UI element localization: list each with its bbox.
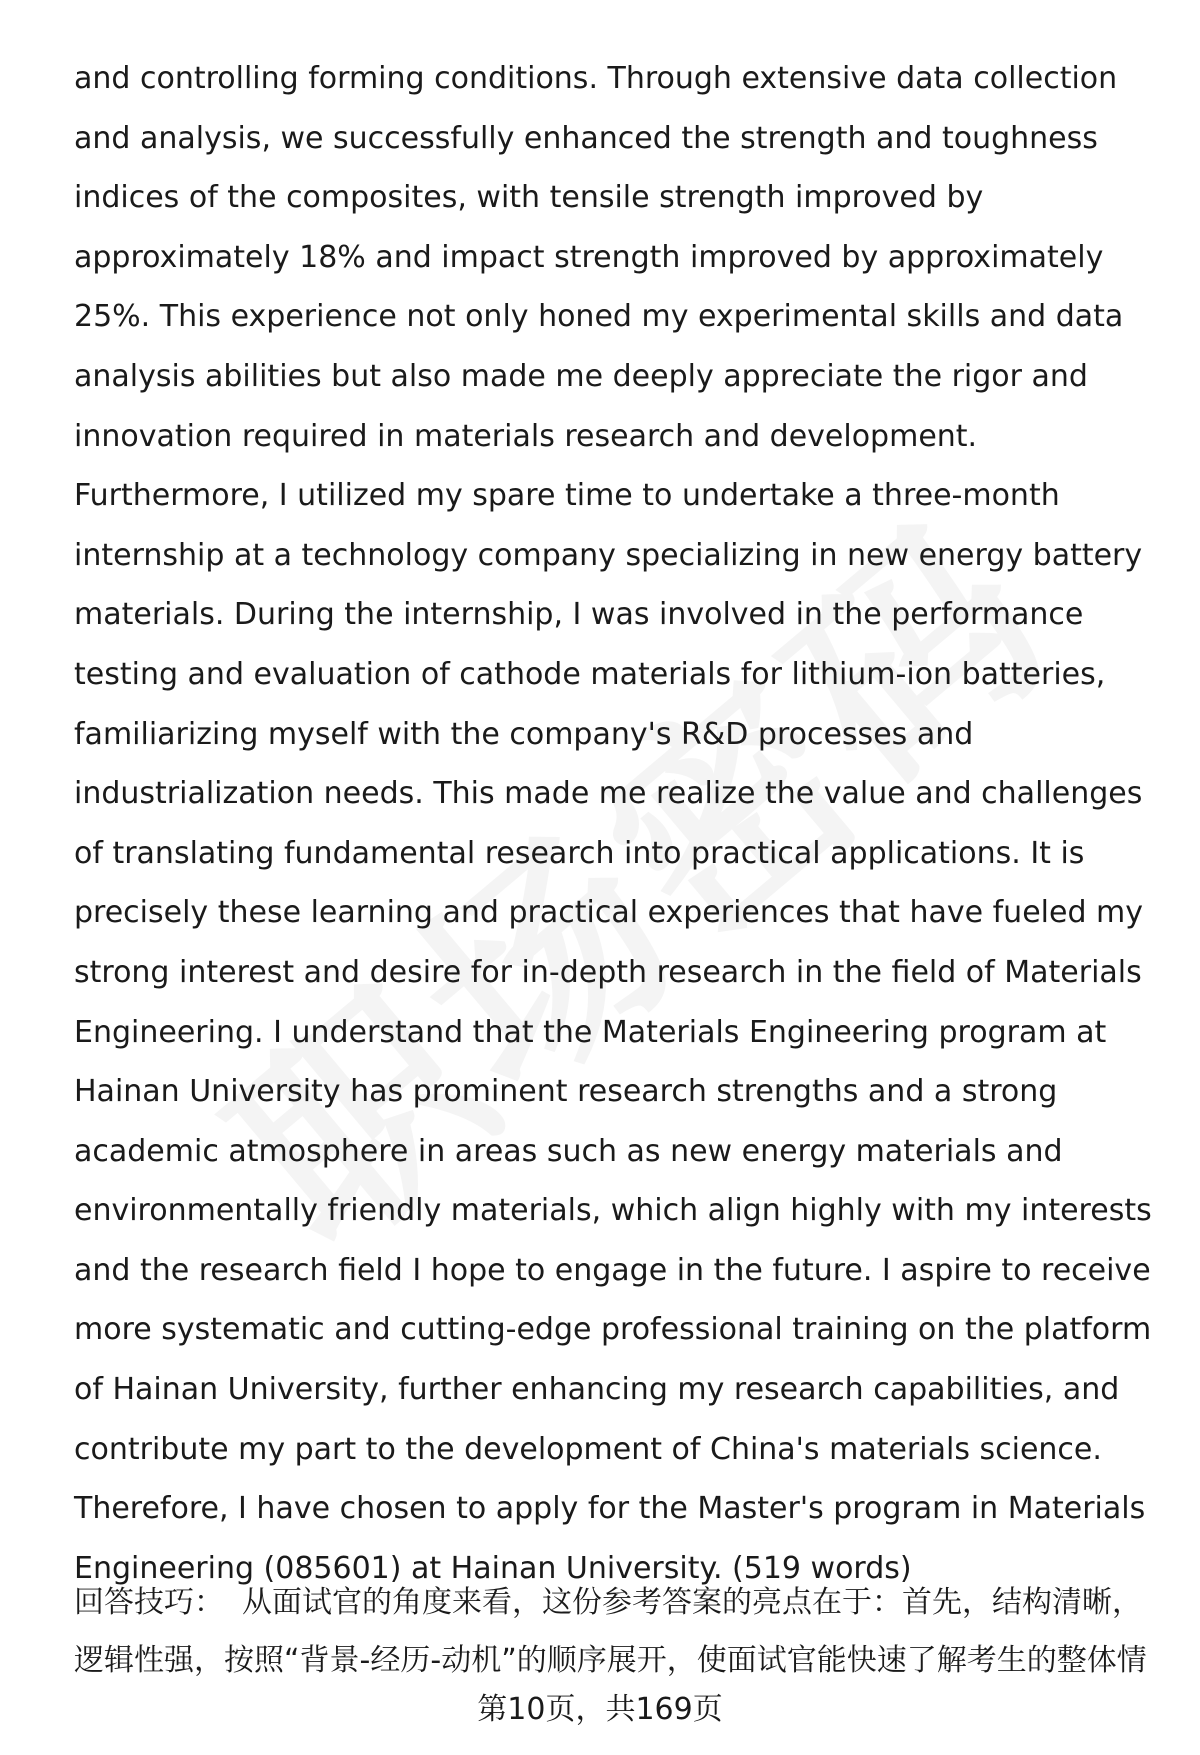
answer-tips-label: 回答技巧： — [74, 1585, 224, 1620]
body-paragraph: and controlling forming conditions. Through extensive data collection and analysis, we successfully enhanced the strength and toughness indices of the composites, with tensile strength improved by approximately 18% and impact strength improved by approximately 25%. This experience not only honed my experimental skills and data analysis abilities but also made me deeply appreciate the rigor and innovation required in materials research and development. Furthermore, I utilized my spare time to undertake a three-month internship at a technology company specializing in new energy battery materials. During the internship, I was involved in the performance testing and evaluation of cathode materials for lithium-ion batteries, familiarizing myself with the company's R&D processes and industrialization needs. This made me realize the value and challenges of translating fundamental research into practical applications. It is precisely these learning and practical experiences that have fueled my strong interest and desire for in-depth research in the field of Materials Engineering. I understand that the Materials Engineering program at Hainan University has prominent research strengths and a strong academic atmosphere in areas such as new energy materials and environmentally friendly materials, which align highly with my interests and the research field I hope to engage in the future. I aspire to receive more systematic and cutting-edge professional training on the platform of Hainan University, further enhancing my research capabilities, and contribute my part to the development of China's materials science. Therefore, I have chosen to apply for the Master's program in Materials Engineering (085601) at Hainan University. (519 words) — [74, 61, 1152, 1586]
answer-tips-text: 从面试官的角度来看，这份参考答案的亮点在于：首先，结构清晰，逻辑性强，按照“背景-经历-动机”的顺序展开，使面试官能快速了解考生的整体情 — [74, 1585, 1147, 1678]
page-indicator: 第10页，共169页 — [477, 1692, 723, 1727]
answer-tips — [74, 1574, 1164, 1690]
